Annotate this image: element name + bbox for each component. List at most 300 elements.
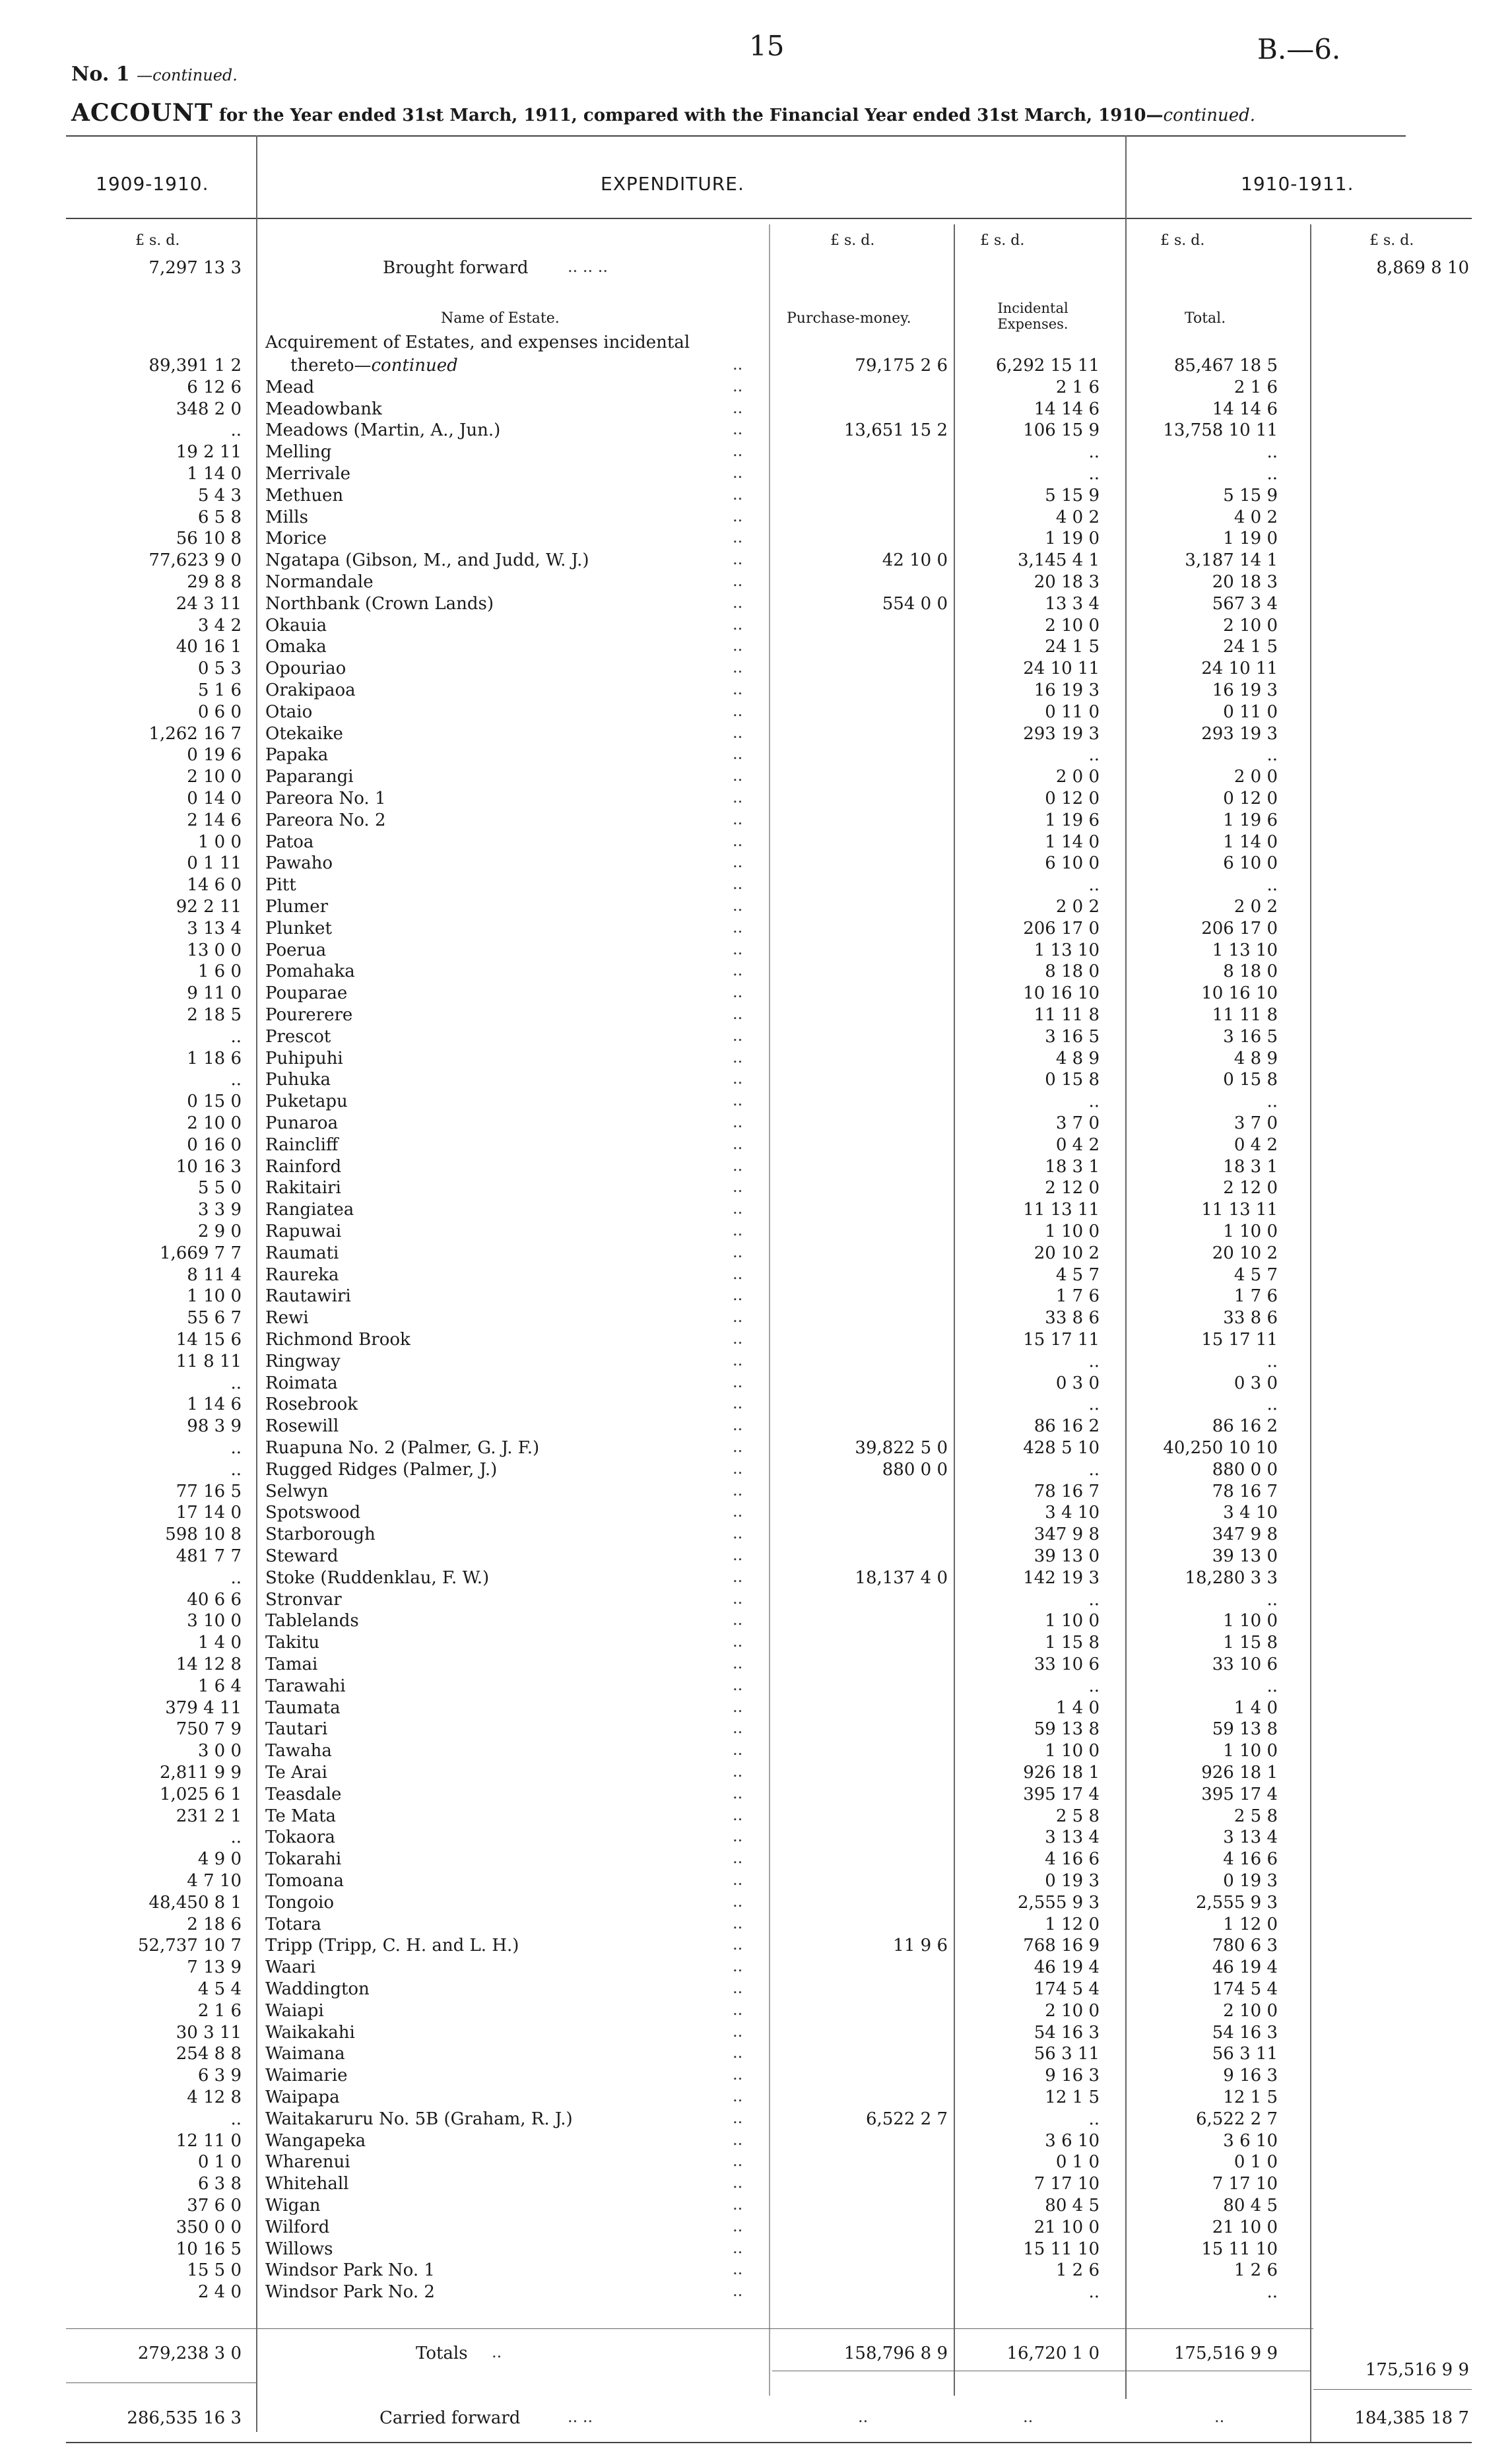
row-incidental-expenses: 395 17 4	[1023, 1784, 1100, 1804]
row-leader-dots: ..	[733, 1242, 743, 1261]
row-incidental-expenses: 174 5 4	[1034, 1979, 1100, 1999]
rule-top	[66, 135, 1406, 137]
unit-total: £ s. d.	[1160, 232, 1205, 249]
row-prior-year-amount: 98 3 9	[187, 1416, 242, 1437]
row-estate-name: Ringway	[265, 1351, 341, 1371]
row-prior-year-amount: 1 0 0	[197, 832, 242, 852]
row-leader-dots: ..	[733, 376, 743, 395]
row-incidental-expenses: 4 0 2	[1055, 507, 1100, 527]
row-total: 293 19 3	[1201, 723, 1278, 744]
row-prior-year-amount: 1 4 0	[197, 1633, 242, 1653]
account-title	[71, 99, 1255, 127]
row-incidental-expenses: ..	[1088, 442, 1100, 463]
row-incidental-expenses: ..	[1088, 2282, 1100, 2303]
row-prior-year-amount: 15 5 0	[187, 2260, 242, 2281]
row-total: ..	[1266, 442, 1278, 463]
totals-incidental: 16,720 1 0	[1006, 2344, 1100, 2363]
row-prior-year-amount: 5 5 0	[197, 1178, 242, 1199]
carried-forward-dots: .. ..	[568, 2408, 593, 2426]
row-estate-name: Rapuwai	[265, 1222, 342, 1241]
row-prior-year-amount: 55 6 7	[187, 1308, 242, 1329]
row-incidental-expenses: ..	[1088, 1459, 1100, 1480]
carried-forward-dots-purchase: ..	[858, 2408, 869, 2426]
row-prior-year-amount: 30 3 11	[176, 2022, 242, 2043]
row-leader-dots: ..	[733, 1979, 743, 1997]
row-estate-name: Tokaora	[265, 1827, 335, 1848]
row-prior-year-amount: 6 3 8	[197, 2174, 242, 2194]
row-leader-dots: ..	[733, 1459, 743, 1478]
rule-section-bottom	[66, 218, 1472, 219]
row-leader-dots: ..	[733, 1177, 743, 1197]
unit-incidental: £ s. d.	[980, 232, 1025, 249]
row-incidental-expenses: 2 1 6	[1055, 377, 1100, 397]
rule-far-totals	[1313, 2389, 1472, 2390]
row-estate-name: Orakipaoa	[265, 680, 356, 700]
row-prior-year-amount: 1 6 4	[197, 1676, 242, 1696]
row-estate-name: Patoa	[265, 832, 314, 852]
row-leader-dots: ..	[733, 831, 743, 850]
row-leader-dots: ..	[733, 1329, 743, 1348]
row-prior-year-amount: ..	[230, 1567, 242, 1588]
row-prior-year-amount: 14 15 6	[176, 1330, 242, 1350]
row-leader-dots: ..	[733, 1480, 743, 1499]
row-leader-dots: ..	[733, 1589, 743, 1608]
row-estate-name: Tawaha	[265, 1741, 332, 1761]
row-total: ..	[1266, 1395, 1278, 1415]
row-prior-year-amount: 598 10 8	[165, 1525, 242, 1545]
row-incidental-expenses: 33 10 6	[1034, 1655, 1100, 1674]
row-total: 54 16 3	[1212, 2022, 1278, 2043]
row-estate-name: Otaio	[265, 702, 313, 722]
row-leader-dots: ..	[733, 1286, 743, 1305]
row-estate-name: Rautawiri	[265, 1286, 351, 1307]
row-incidental-expenses: 3 4 10	[1045, 1503, 1100, 1523]
row-total: 9 16 3	[1223, 2066, 1278, 2086]
row-incidental-expenses: 3 7 0	[1055, 1113, 1100, 1133]
totals-total: 175,516 9 9	[1173, 2344, 1278, 2363]
row-incidental-expenses: 1 7 6	[1055, 1286, 1100, 1307]
row-leader-dots: ..	[733, 2260, 743, 2279]
row-prior-year-amount: 0 14 0	[187, 789, 242, 808]
col-header-name: Name of Estate.	[441, 310, 560, 327]
row-leader-dots: ..	[733, 1870, 743, 1889]
row-prior-year-amount: 0 16 0	[187, 1134, 242, 1155]
row-purchase-money: 11 9 6	[893, 1936, 948, 1956]
row-incidental-expenses: 2 0 0	[1055, 767, 1100, 787]
row-leader-dots: ..	[733, 1654, 743, 1672]
row-leader-dots: ..	[733, 1134, 743, 1153]
row-incidental-expenses: 428 5 10	[1023, 1438, 1100, 1458]
row-prior-year-amount: ..	[230, 420, 242, 441]
row-estate-name: Rangiatea	[265, 1200, 354, 1220]
row-incidental-expenses: ..	[1088, 875, 1100, 896]
row-leader-dots: ..	[733, 528, 743, 547]
row-total: 174 5 4	[1212, 1979, 1278, 1999]
row-purchase-money: 79,175 2 6	[855, 356, 948, 376]
row-estate-name: Pawaho	[265, 853, 333, 874]
row-estate-name: Teasdale	[265, 1784, 342, 1804]
row-prior-year-amount: 350 0 0	[176, 2217, 242, 2237]
row-estate-name: Ruapuna No. 2 (Palmer, G. J. F.)	[265, 1438, 540, 1458]
row-total: 46 19 4	[1212, 1957, 1278, 1978]
row-leader-dots: ..	[733, 1783, 743, 1802]
row-estate-name: Ngatapa (Gibson, M., and Judd, W. J.)	[265, 550, 589, 571]
row-prior-year-amount: 1 10 0	[187, 1286, 242, 1307]
row-estate-name: Taumata	[265, 1697, 341, 1718]
row-leader-dots: ..	[733, 1264, 743, 1283]
row-total: ..	[1266, 2282, 1278, 2303]
divider-left	[256, 135, 257, 2432]
row-incidental-expenses: 15 17 11	[1023, 1330, 1100, 1350]
row-prior-year-amount: 48,450 8 1	[148, 1892, 242, 1913]
row-incidental-expenses: 2,555 9 3	[1017, 1892, 1100, 1913]
row-incidental-expenses: ..	[1088, 1676, 1100, 1696]
row-prior-year-amount: 40 16 1	[176, 637, 242, 657]
row-estate-name: Pareora No. 2	[265, 810, 386, 830]
row-leader-dots: ..	[733, 701, 743, 720]
row-leader-dots: ..	[733, 853, 743, 872]
row-incidental-expenses: 8 18 0	[1045, 962, 1100, 982]
row-leader-dots: ..	[733, 1113, 743, 1131]
row-incidental-expenses: 0 19 3	[1045, 1871, 1100, 1891]
col-header-total: Total.	[1185, 310, 1226, 327]
row-estate-name: Stronvar	[265, 1589, 342, 1610]
row-leader-dots: ..	[733, 2282, 743, 2301]
row-total: 3 16 5	[1223, 1026, 1278, 1047]
row-total: 2 5 8	[1233, 1806, 1278, 1826]
row-estate-name: Te Mata	[265, 1806, 337, 1826]
row-leader-dots: ..	[733, 896, 743, 915]
row-estate-name: Plumer	[265, 897, 329, 917]
rule-carried-top	[66, 2382, 257, 2383]
row-purchase-money: 554 0 0	[882, 593, 948, 614]
row-estate-name: Plunket	[265, 918, 332, 938]
row-total: 0 11 0	[1223, 702, 1278, 722]
totals-far: 175,516 9 9	[1365, 2360, 1469, 2380]
row-estate-name: Waitakaruru No. 5B (Graham, R. J.)	[265, 2109, 573, 2129]
row-total: 1 2 6	[1233, 2260, 1278, 2281]
row-leader-dots: ..	[733, 1221, 743, 1239]
row-total: 12 1 5	[1223, 2087, 1278, 2107]
row-prior-year-amount: 3 10 0	[187, 1611, 242, 1631]
row-incidental-expenses: 4 16 6	[1045, 1849, 1100, 1870]
row-incidental-expenses: 1 2 6	[1055, 2260, 1100, 2281]
totals-purchase: 158,796 8 9	[843, 2344, 948, 2363]
row-purchase-money: 18,137 4 0	[855, 1567, 948, 1588]
row-incidental-expenses: 6 10 0	[1045, 853, 1100, 874]
row-estate-name: Richmond Brook	[265, 1330, 411, 1350]
row-total: 24 1 5	[1223, 637, 1278, 657]
row-leader-dots: ..	[733, 1416, 743, 1435]
row-estate-name: Raumati	[265, 1243, 339, 1263]
row-prior-year-amount: 24 3 11	[176, 593, 242, 614]
divider-incidental-right	[1125, 135, 1127, 2399]
row-leader-dots: ..	[733, 2151, 743, 2171]
row-estate-name: Spotswood	[265, 1503, 361, 1523]
row-leader-dots: ..	[733, 1610, 743, 1629]
divider-total-right	[1310, 224, 1311, 2442]
row-prior-year-amount: 1 14 0	[187, 464, 242, 484]
row-estate-name: Rewi	[265, 1308, 309, 1329]
section-title: Acquirement of Estates, and expenses incidental	[265, 333, 690, 352]
row-total: 86 16 2	[1212, 1416, 1278, 1437]
row-estate-name: Poerua	[265, 940, 327, 960]
row-estate-name: Methuen	[265, 485, 344, 506]
row-prior-year-amount: 89,391 1 2	[148, 356, 242, 376]
row-estate-name: Rakitairi	[265, 1178, 341, 1199]
row-incidental-expenses: 2 12 0	[1045, 1178, 1100, 1199]
row-prior-year-amount: 2 18 6	[187, 1914, 242, 1934]
row-leader-dots: ..	[733, 572, 743, 590]
carried-forward-dots-incidental: ..	[1023, 2408, 1034, 2426]
row-prior-year-amount: 4 5 4	[197, 1979, 242, 1999]
row-total: ..	[1266, 1092, 1278, 1112]
row-estate-name: Tomoana	[265, 1871, 345, 1891]
row-prior-year-amount: 5 4 3	[197, 485, 242, 506]
row-incidental-expenses: 293 19 3	[1023, 723, 1100, 744]
row-incidental-expenses: 206 17 0	[1023, 918, 1100, 938]
row-incidental-expenses: 2 10 0	[1045, 2000, 1100, 2021]
row-incidental-expenses: 7 17 10	[1034, 2174, 1100, 2194]
row-incidental-expenses: 4 5 7	[1055, 1264, 1100, 1285]
row-incidental-expenses: 54 16 3	[1034, 2022, 1100, 2043]
row-total: ..	[1266, 464, 1278, 484]
row-incidental-expenses: 1 12 0	[1045, 1914, 1100, 1934]
row-prior-year-amount: 2 1 6	[197, 2000, 242, 2021]
row-estate-name: Tongoio	[265, 1892, 334, 1913]
row-incidental-expenses: 347 9 8	[1034, 1525, 1100, 1545]
row-leader-dots: ..	[733, 983, 743, 1002]
row-total: 0 4 2	[1233, 1134, 1278, 1155]
row-estate-name: Pomahaka	[265, 962, 355, 982]
row-leader-dots: ..	[733, 1307, 743, 1327]
row-total: 1 12 0	[1223, 1914, 1278, 1934]
row-leader-dots: ..	[733, 1047, 743, 1067]
row-total: 10 16 10	[1201, 983, 1278, 1004]
row-prior-year-amount: 56 10 8	[176, 529, 242, 549]
row-incidental-expenses: 80 4 5	[1045, 2196, 1100, 2216]
carried-forward-label: Carried forward	[379, 2408, 521, 2428]
document-reference: B.—6.	[1257, 33, 1341, 65]
row-estate-name: Prescot	[265, 1026, 331, 1047]
row-estate-name: Roimata	[265, 1373, 338, 1393]
row-estate-name: Selwyn	[265, 1481, 329, 1501]
row-prior-year-amount: 14 12 8	[176, 1655, 242, 1674]
row-leader-dots: ..	[733, 2195, 743, 2214]
row-total: 85,467 18 5	[1173, 356, 1278, 376]
row-prior-year-amount: 379 4 11	[165, 1697, 242, 1718]
row-estate-name: Waimarie	[265, 2066, 348, 2086]
row-prior-year-amount: 14 6 0	[187, 875, 242, 896]
row-leader-dots: ..	[733, 1719, 743, 1738]
row-prior-year-amount: 0 1 0	[197, 2152, 242, 2173]
row-total: 0 3 0	[1233, 1373, 1278, 1393]
row-leader-dots: ..	[733, 420, 743, 439]
row-total: ..	[1266, 1676, 1278, 1696]
account-title-note: continued.	[1163, 106, 1256, 125]
row-estate-name: Mead	[265, 377, 315, 397]
row-prior-year-amount: 2 4 0	[197, 2282, 242, 2303]
row-total: 15 11 10	[1201, 2239, 1278, 2259]
row-leader-dots: ..	[733, 1827, 743, 1846]
row-leader-dots: ..	[733, 961, 743, 980]
row-total: 11 13 11	[1201, 1200, 1278, 1220]
schedule-label: No. 1	[71, 63, 130, 86]
row-incidental-expenses: 1 10 0	[1045, 1222, 1100, 1241]
carried-forward-dots-total: ..	[1214, 2408, 1225, 2426]
row-prior-year-amount: 1,669 7 7	[159, 1243, 242, 1263]
row-prior-year-amount: 52,737 10 7	[137, 1936, 242, 1956]
row-estate-name: Punaroa	[265, 1113, 339, 1133]
row-total: 1 10 0	[1223, 1611, 1278, 1631]
row-prior-year-amount: 7 13 9	[187, 1957, 242, 1978]
row-incidental-expenses: 21 10 0	[1034, 2217, 1100, 2237]
row-estate-name: Windsor Park No. 2	[265, 2282, 435, 2303]
row-prior-year-amount: 750 7 9	[176, 1719, 242, 1740]
row-total: 3 13 4	[1223, 1827, 1278, 1848]
section-right-year: 1910-1911.	[1241, 173, 1354, 195]
row-estate-name: Willows	[265, 2239, 333, 2259]
row-estate-name: Pouparae	[265, 983, 348, 1004]
row-prior-year-amount: 1 6 0	[197, 962, 242, 982]
row-prior-year-amount: 9 11 0	[187, 983, 242, 1004]
col-header-incidental: Incidental Expenses.	[997, 300, 1068, 332]
row-incidental-expenses: 14 14 6	[1034, 399, 1100, 419]
row-leader-dots: ..	[733, 442, 743, 461]
row-estate-name: Tarawahi	[265, 1676, 346, 1696]
row-prior-year-amount: 40 6 6	[187, 1589, 242, 1610]
row-incidental-expenses: 0 12 0	[1045, 789, 1100, 808]
row-leader-dots: ..	[733, 1026, 743, 1045]
row-leader-dots: ..	[733, 2065, 743, 2084]
row-prior-year-amount: 3 0 0	[197, 1741, 242, 1761]
row-prior-year-amount: 2 14 6	[187, 810, 242, 830]
row-total: ..	[1266, 1589, 1278, 1610]
row-estate-name: Puhipuhi	[265, 1048, 343, 1068]
row-total: 6,522 2 7	[1195, 2109, 1278, 2129]
row-leader-dots: ..	[733, 744, 743, 764]
row-total: 1 4 0	[1233, 1697, 1278, 1718]
row-incidental-expenses: 0 3 0	[1055, 1373, 1100, 1393]
row-prior-year-amount: 1 18 6	[187, 1048, 242, 1068]
row-prior-year-amount: ..	[230, 1438, 242, 1458]
row-prior-year-amount: 0 5 3	[197, 659, 242, 679]
brought-forward-far: 8,869 8 10	[1376, 258, 1469, 278]
row-leader-dots: ..	[733, 2130, 743, 2149]
row-total: 567 3 4	[1212, 593, 1278, 614]
row-prior-year-amount: 5 1 6	[197, 680, 242, 700]
row-prior-year-amount: 348 2 0	[176, 399, 242, 419]
row-incidental-expenses: 2 10 0	[1045, 615, 1100, 636]
section-left-year: 1909-1910.	[96, 173, 209, 195]
row-total: 40,250 10 10	[1163, 1438, 1278, 1458]
row-leader-dots: ..	[733, 2238, 743, 2257]
row-estate-name: Paparangi	[265, 767, 354, 787]
row-incidental-expenses: 11 11 8	[1034, 1005, 1100, 1025]
row-estate-name: Wangapeka	[265, 2130, 366, 2151]
row-leader-dots: ..	[733, 680, 743, 698]
schedule-note: —continued.	[137, 66, 238, 84]
row-total: 11 11 8	[1212, 1005, 1278, 1025]
unit-left: £ s. d.	[135, 232, 180, 249]
row-total: 1 10 0	[1223, 1741, 1278, 1761]
row-incidental-expenses: 768 16 9	[1023, 1936, 1100, 1956]
row-leader-dots: ..	[733, 1762, 743, 1781]
row-prior-year-amount: ..	[230, 2109, 242, 2129]
row-total: 880 0 0	[1212, 1459, 1278, 1480]
row-estate-name: Windsor Park No. 1	[265, 2260, 435, 2281]
row-prior-year-amount: ..	[230, 1827, 242, 1848]
row-leader-dots: ..	[733, 593, 743, 612]
carried-forward-left: 286,535 16 3	[127, 2408, 242, 2428]
row-total: 4 16 6	[1223, 1849, 1278, 1870]
row-estate-name: thereto—continued	[290, 356, 458, 376]
row-prior-year-amount: 6 12 6	[187, 377, 242, 397]
schedule-number	[71, 63, 238, 86]
row-leader-dots: ..	[733, 355, 743, 374]
row-total: 0 15 8	[1223, 1070, 1278, 1090]
row-incidental-expenses: 2 5 8	[1055, 1806, 1100, 1826]
row-prior-year-amount: 1,025 6 1	[159, 1784, 242, 1804]
row-incidental-expenses: 0 15 8	[1045, 1070, 1100, 1090]
row-total: 1 13 10	[1212, 940, 1278, 960]
row-incidental-expenses: ..	[1088, 745, 1100, 766]
row-estate-name: Wilford	[265, 2217, 330, 2237]
row-estate-name: Whitehall	[265, 2174, 349, 2194]
row-incidental-expenses: 59 13 8	[1034, 1719, 1100, 1740]
row-leader-dots: ..	[733, 1069, 743, 1088]
row-total: 6 10 0	[1223, 853, 1278, 874]
row-incidental-expenses: 0 11 0	[1045, 702, 1100, 722]
row-estate-name: Puketapu	[265, 1092, 348, 1112]
row-estate-name: Normandale	[265, 572, 374, 592]
row-total: 1 14 0	[1223, 832, 1278, 852]
row-incidental-expenses: 926 18 1	[1023, 1763, 1100, 1783]
row-prior-year-amount: 2 9 0	[197, 1222, 242, 1241]
row-total: 18,280 3 3	[1185, 1567, 1278, 1588]
row-leader-dots: ..	[733, 723, 743, 742]
row-incidental-expenses: 24 10 11	[1023, 659, 1100, 679]
page-number: 15	[749, 30, 785, 62]
row-incidental-expenses: 1 13 10	[1034, 940, 1100, 960]
row-total: 33 8 6	[1223, 1308, 1278, 1329]
row-incidental-expenses: ..	[1088, 1589, 1100, 1610]
row-incidental-expenses: ..	[1088, 1092, 1100, 1112]
row-leader-dots: ..	[733, 1004, 743, 1023]
row-estate-name: Raincliff	[265, 1134, 339, 1155]
row-prior-year-amount: 77,623 9 0	[148, 550, 242, 571]
row-incidental-expenses: 1 10 0	[1045, 1741, 1100, 1761]
row-prior-year-amount: 3 4 2	[197, 615, 242, 636]
row-leader-dots: ..	[733, 1740, 743, 1759]
row-estate-name: Puhuka	[265, 1070, 331, 1090]
row-total: 2 12 0	[1223, 1178, 1278, 1199]
row-total: 56 3 11	[1212, 2044, 1278, 2064]
row-estate-name: Waddington	[265, 1979, 370, 1999]
row-incidental-expenses: 16 19 3	[1034, 680, 1100, 700]
row-estate-name: Melling	[265, 442, 332, 463]
row-estate-name: Raureka	[265, 1264, 339, 1285]
row-incidental-expenses: 3,145 4 1	[1017, 550, 1100, 571]
row-prior-year-amount: 37 6 0	[187, 2196, 242, 2216]
row-leader-dots: ..	[733, 398, 743, 417]
row-total: 0 1 0	[1233, 2152, 1278, 2173]
row-leader-dots: ..	[733, 1350, 743, 1369]
row-total: 3 4 10	[1223, 1503, 1278, 1523]
row-prior-year-amount: 481 7 7	[176, 1546, 242, 1566]
row-incidental-expenses: 33 8 6	[1045, 1308, 1100, 1329]
row-total: ..	[1266, 745, 1278, 766]
